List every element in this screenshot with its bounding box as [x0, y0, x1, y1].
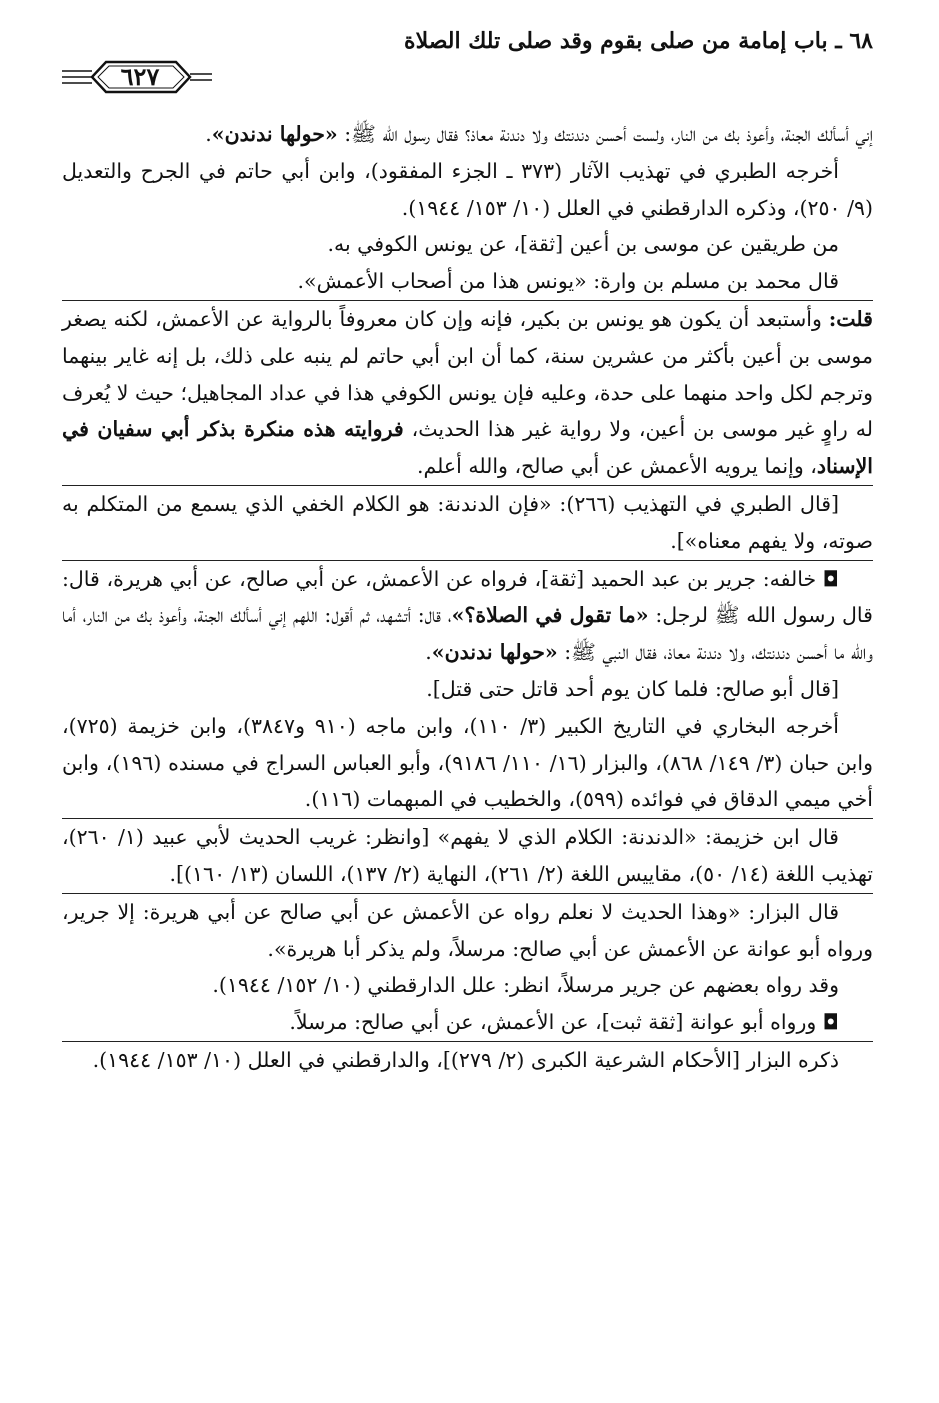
paragraph	[62, 708, 873, 818]
paragraph	[62, 893, 873, 968]
text-run: خالفه: جرير بن عبد الحميد [ثقة]، فرواه عن الأعمش، عن أبي صالح، عن أبي هريرة، قال: قال رسول الله ﷺ لرجل:	[62, 566, 873, 628]
text-run: إني أسألك الجنة، وأعوذ بك من النار، ولست أحسن دندنتك ولا دندنة معاذ؟ فقال رسول الله ﷺ:	[337, 122, 873, 146]
bold-text: «حولها ندندن»	[211, 122, 338, 146]
paragraph	[62, 1004, 873, 1041]
bullet-icon: ◘	[822, 1010, 839, 1035]
text-run: ورواه أبو عوانة [ثقة ثبت]، عن الأعمش، عن أبي صالح: مرسلاً.	[289, 1010, 823, 1035]
text-run: وأستبعد أن يكون هو يونس بن بكير، فإنه وإن كان معروفاً بالرواية عن الأعمش، لكنه يصغر موسى بن أعين بأكثر من عشرين سنة، كما أن ابن أبي حاتم لم ينبه على ذلك، بل إنه غاير بينهما وترجم لكل واحد منهما على حدة، وعليه فإن يونس الكوفي هذا في عداد المجاهيل؛ حيث لا يُعرف له راوٍ غير موسى بن أعين، ولا رواية غير هذا الحديث،	[62, 306, 873, 442]
page-header	[62, 28, 873, 104]
text-run: ذكره البزار [الأحكام الشرعية الكبرى (٢/ ٢٧٩)]، والدارقطني في العلل (١٠/ ١٥٣/ ١٩٤٤).	[92, 1047, 839, 1072]
text-run: .	[205, 122, 212, 146]
text-run: .	[425, 640, 432, 665]
text-run: وقد رواه بعضهم عن جرير مرسلاً، انظر: علل الدارقطني (١٠/ ١٥٢/ ١٩٤٤).	[212, 973, 839, 998]
page-number-badge	[62, 56, 212, 100]
bold-text: «ما تقول في الصلاة؟»	[451, 603, 649, 628]
paragraph	[62, 671, 873, 708]
bold-text: قلت:	[828, 306, 873, 331]
text-run: أخرجه البخاري في التاريخ الكبير (٣/ ١١٠)، وابن ماجه (٩١٠ و٣٨٤٧)، وابن خزيمة (٧٢٥)، وابن حبان (٣/ ١٤٩/ ٨٦٨)، والبزار (١٦/ ١١٠/ ٩١٨٦)، وأبو العباس السراج في مسنده (١٩٦)، وابن أخي ميمي الدقاق في فوائده (٥٩٩)، والخطيب في المبهمات (١١٦).	[62, 713, 873, 812]
running-title: ٦٨ ـ باب إمامة من صلى بقوم وقد صلى تلك الصلاة	[404, 28, 873, 54]
text-run: [قال أبو صالح: فلما كان يوم أحد قاتل حتى قتل].	[426, 676, 839, 701]
paragraph	[62, 1041, 873, 1079]
text-run: قال محمد بن مسلم بن وارة: «يونس هذا من أصحاب الأعمش».	[297, 269, 839, 294]
body-text	[62, 116, 873, 1079]
paragraph	[62, 263, 873, 300]
bold-text: فروايته هذه منكرة بذكر أبي سفيان في الإسناد	[62, 417, 873, 479]
bold-text: «حولها ندندن»	[431, 640, 558, 665]
paragraph	[62, 116, 873, 153]
text-run: قال البزار: «وهذا الحديث لا نعلم رواه عن الأعمش عن أبي صالح عن أبي هريرة: إلا جرير، ورواه أبو عوانة عن الأعمش عن أبي صالح: مرسلاً، ولم يذكر أبا هريرة».	[62, 899, 873, 961]
text-run: ، قال: أتشهد، ثم أقول: اللهم إني أسألك الجنة، وأعوذ بك من النار، أما والله ما أحسن دندنتك، ولا دندنة معاذ، فقال النبي ﷺ:	[62, 603, 873, 665]
paragraph	[62, 818, 873, 893]
paragraph	[62, 485, 873, 560]
bullet-icon: ◘	[822, 566, 839, 591]
text-run: ، وإنما يرويه الأعمش عن أبي صالح، والله أعلم.	[416, 454, 817, 479]
page-number: ٦٢٧	[120, 62, 160, 91]
text-run: من طريقين عن موسى بن أعين [ثقة]، عن يونس الكوفي به.	[327, 232, 839, 257]
paragraph	[62, 560, 873, 671]
paragraph	[62, 226, 873, 263]
paragraph	[62, 967, 873, 1004]
text-run: أخرجه الطبري في تهذيب الآثار (٣٧٣ ـ الجزء المفقود)، وابن أبي حاتم في الجرح والتعديل (٩/ ٢٥٠)، وذكره الدارقطني في العلل (١٠/ ١٥٣/ ١٩٤٤).	[62, 158, 873, 220]
text-run: [قال الطبري في التهذيب (٢٦٦): «فإن الدندنة: هو الكلام الخفي الذي يسمع من المتكلم به صوته، ولا يفهم معناه»].	[62, 491, 873, 553]
paragraph	[62, 300, 873, 485]
text-run: قال ابن خزيمة: «الدندنة: الكلام الذي لا يفهم» [وانظر: غريب الحديث لأبي عبيد (١/ ٢٦٠)، تهذيب اللغة (١٤/ ٥٠)، مقاييس اللغة (٢/ ٢٦١)، النهاية (٢/ ١٣٧)، اللسان (١٣/ ١٦٠)].	[62, 825, 873, 886]
paragraph	[62, 153, 873, 227]
